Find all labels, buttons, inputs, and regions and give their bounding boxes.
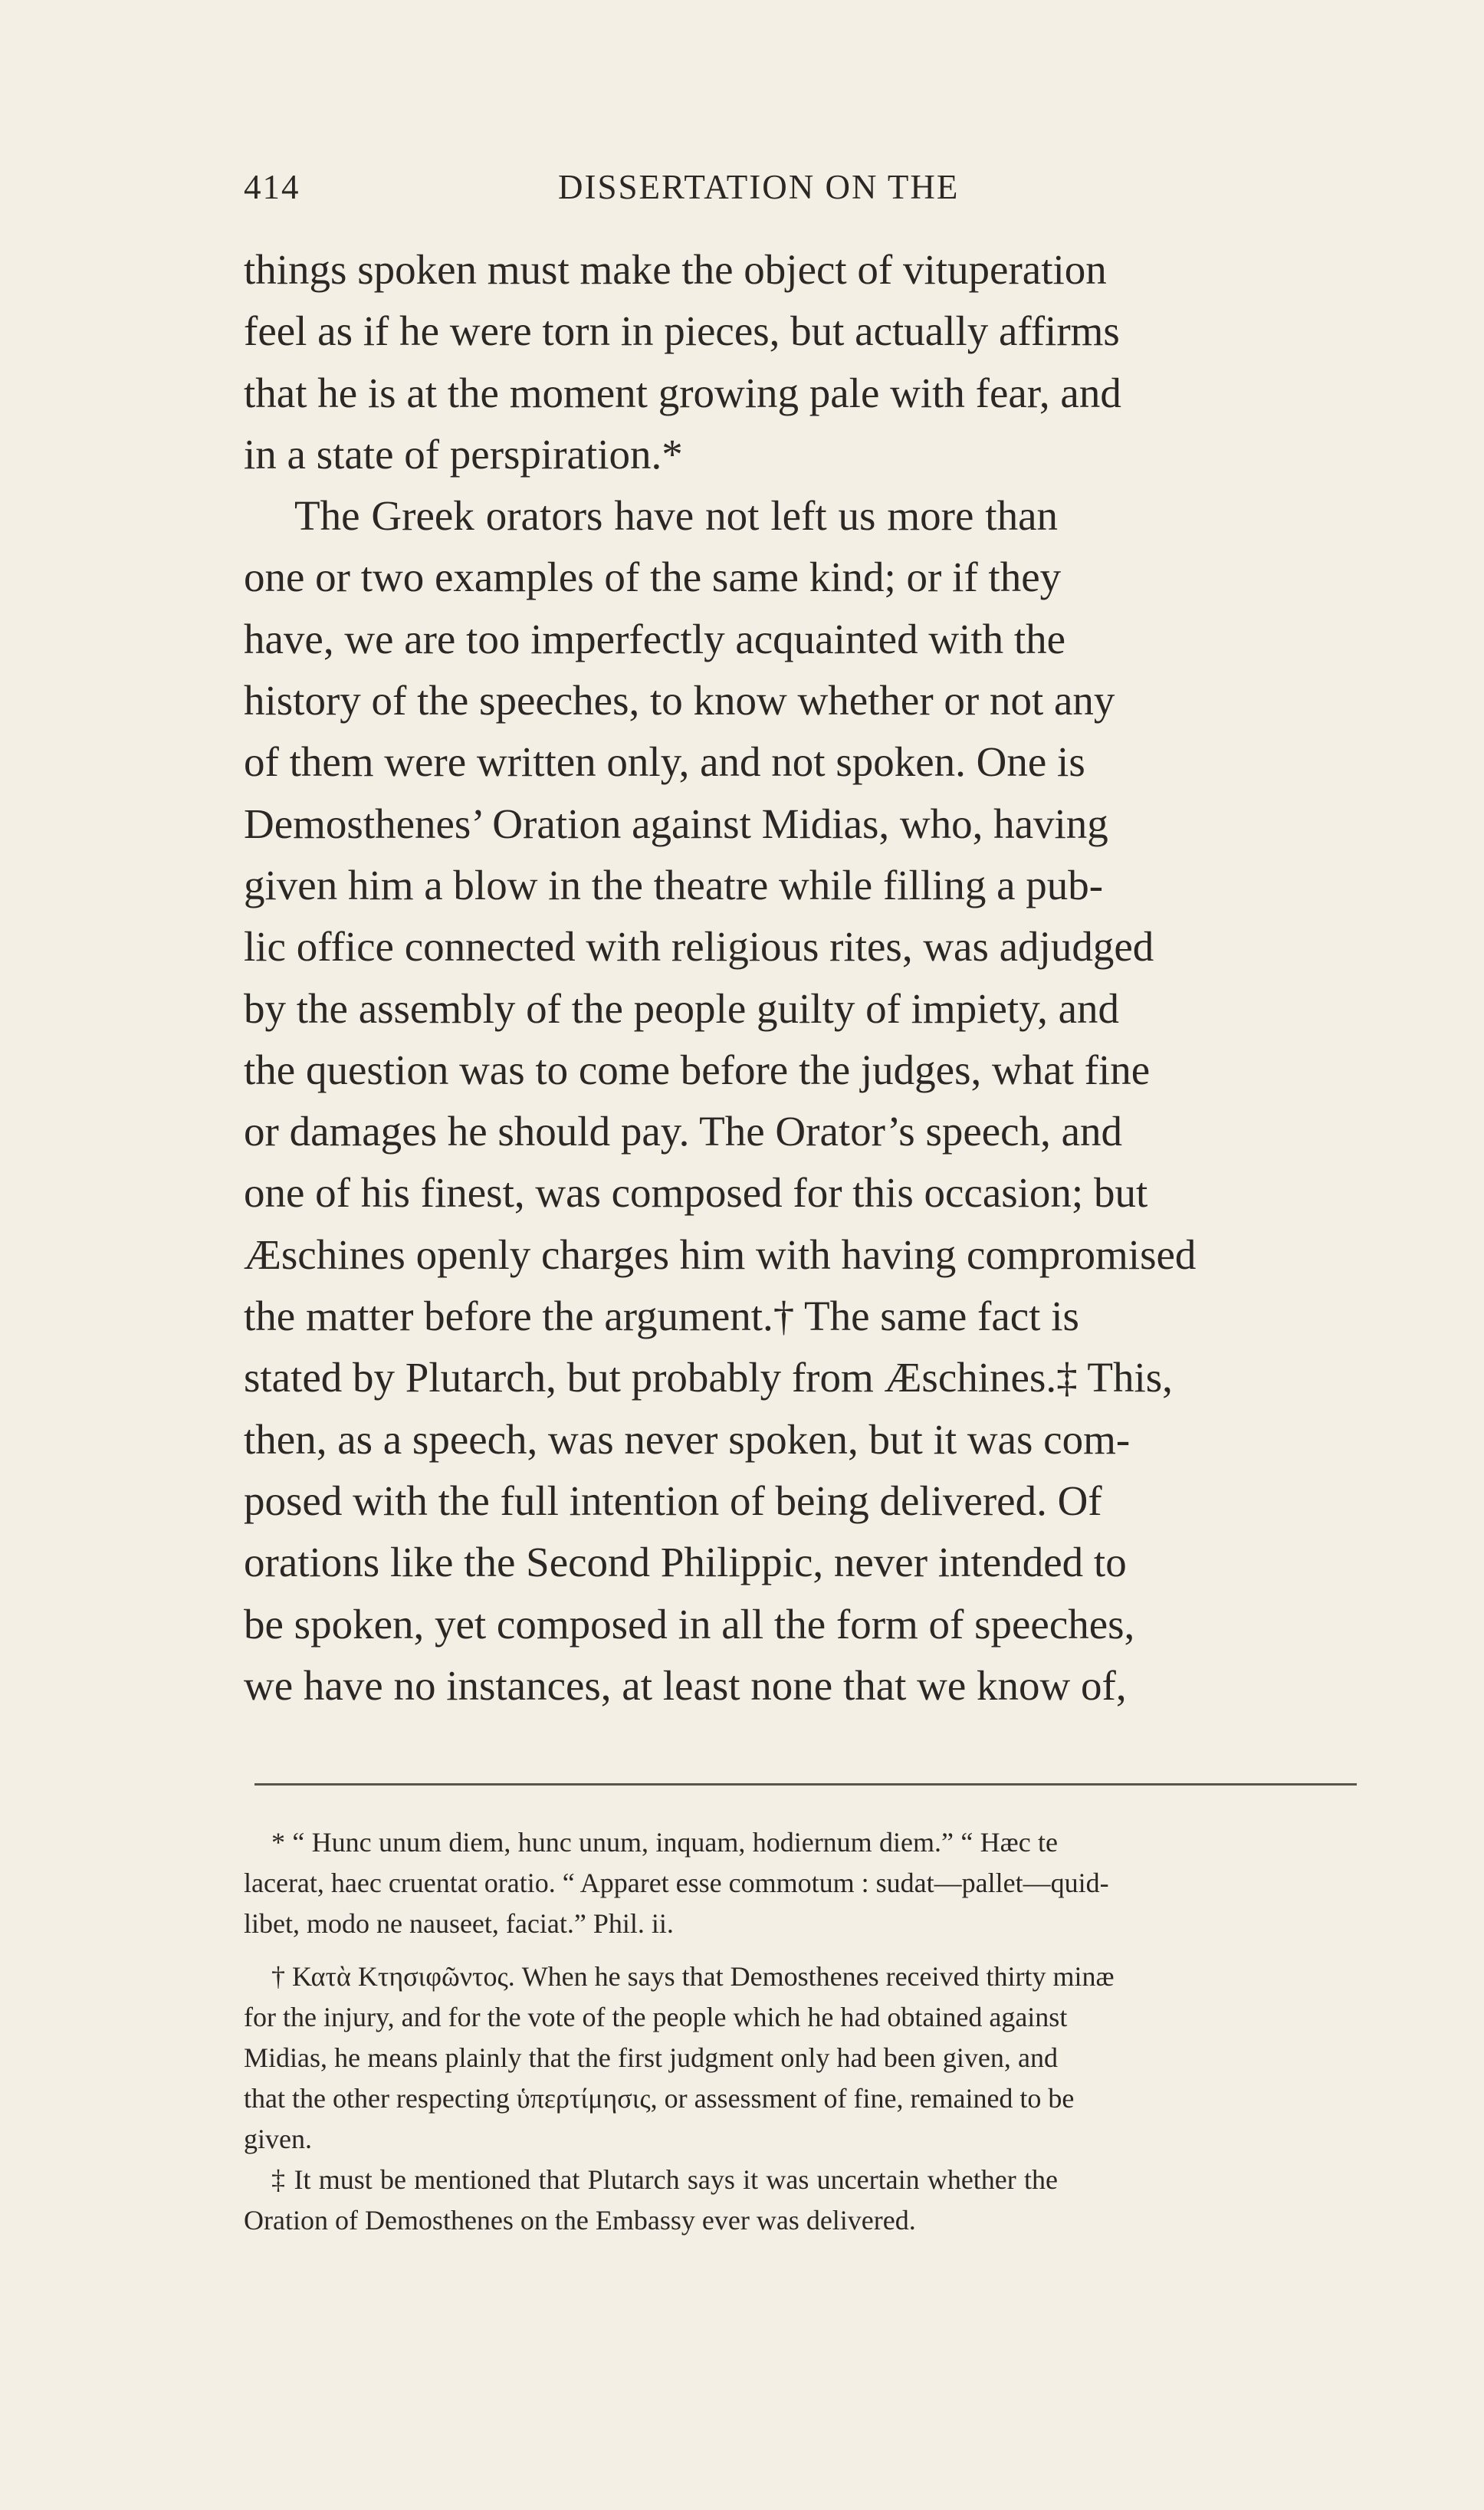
footnote-3	[244, 2160, 1058, 2241]
body-line: that he is at the moment growing pale with fear, and	[244, 369, 1121, 416]
footnote-line: † Κατὰ Κτησιφῶντος. When he says that Demosthenes received thirty minæ	[271, 1961, 1115, 1992]
body-line: then, as a speech, was never spoken, but it was com-	[244, 1415, 1131, 1463]
body-line: posed with the full intention of being delivered. Of	[244, 1477, 1102, 1524]
footnote-1	[244, 1822, 1109, 1944]
body-line: in a state of perspiration.*	[244, 430, 683, 478]
body-text	[244, 239, 1197, 1717]
body-line: Æschines openly charges him with having compromised	[244, 1230, 1197, 1278]
body-line: one of his finest, was composed for this occasion; but	[244, 1169, 1148, 1217]
footnote-line: given.	[244, 2124, 312, 2154]
footnote-line: for the injury, and for the vote of the people which he had obtained against	[244, 2002, 1068, 2032]
running-head: DISSERTATION ON THE	[558, 168, 960, 206]
footnote-rule	[254, 1783, 1357, 1786]
body-line: of them were written only, and not spoken. One is	[244, 738, 1085, 786]
body-line: given him a blow in the theatre while filling a pub-	[244, 861, 1104, 908]
body-line: we have no instances, at least none that we know of,	[244, 1661, 1127, 1709]
body-line: one or two examples of the same kind; or if they	[244, 554, 1062, 601]
page-number: 414	[244, 168, 300, 206]
body-line: the question was to come before the judges, what fine	[244, 1046, 1151, 1093]
body-line: the matter before the argument.† The same fact is	[244, 1293, 1079, 1340]
footnotes	[244, 1822, 1115, 2241]
page-header	[244, 164, 1058, 210]
footnote-2	[244, 1956, 1115, 2160]
body-line: be spoken, yet composed in all the form of speeches,	[244, 1600, 1135, 1648]
body-line: history of the speeches, to know whether or not any	[244, 677, 1115, 724]
body-line: stated by Plutarch, but probably from Æschines.‡ This,	[244, 1354, 1173, 1401]
body-line: Demosthenes’ Oration against Midias, who, having	[244, 800, 1108, 847]
footnote-line: Oration of Demosthenes on the Embassy ever was delivered.	[244, 2205, 916, 2236]
body-line: lic office connected with religious rites, was adjudged	[244, 923, 1154, 971]
body-line: have, we are too imperfectly acquainted with the	[244, 615, 1066, 662]
body-line: or damages he should pay. The Orator’s speech, and	[244, 1108, 1123, 1155]
body-line: The Greek orators have not left us more than	[294, 492, 1058, 540]
body-line: orations like the Second Philippic, never intended to	[244, 1539, 1127, 1586]
body-line: feel as if he were torn in pieces, but actually affirms	[244, 307, 1120, 355]
footnote-line: lacerat, haec cruentat oratio. “ Apparet esse commotum : sudat—pallet—quid-	[244, 1868, 1109, 1898]
footnote-line: Midias, he means plainly that the first judgment only had been given, and	[244, 2042, 1058, 2073]
footnote-line: ‡ It must be mentioned that Plutarch says it was uncertain whether the	[271, 2164, 1058, 2195]
body-line: things spoken must make the object of vituperation	[244, 246, 1107, 293]
body-line: by the assembly of the people guilty of impiety, and	[244, 984, 1120, 1032]
footnote-line: libet, modo ne nauseet, faciat.” Phil. ii.	[244, 1908, 674, 1939]
footnote-line: * “ Hunc unum diem, hunc unum, inquam, hodiernum diem.” “ Hæc te	[271, 1827, 1058, 1858]
footnote-line: that the other respecting ὑπερτίμησις, or assessment of fine, remained to be	[244, 2083, 1075, 2114]
